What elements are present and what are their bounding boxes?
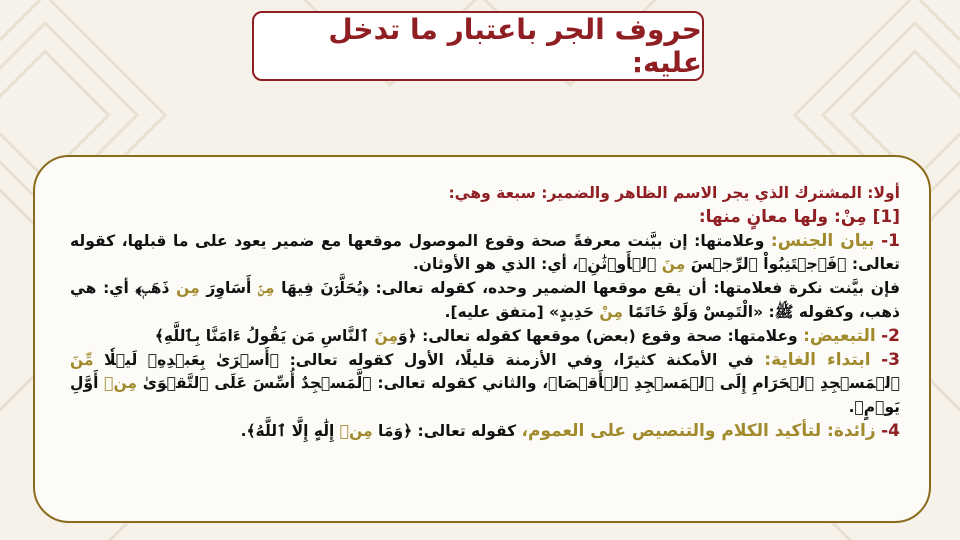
item-1-quran-1b: ٱلۡأَوۡثَٰنِ xyxy=(587,255,662,274)
item-2-number: 2- xyxy=(881,325,900,346)
item-1-text-3: فإن بيَّنت نكرة فعلامتها: أن يقع موقعها الضمير وحده، كقوله تعالى: ﴿ xyxy=(362,279,900,298)
item-3 xyxy=(70,349,900,420)
item-1-continued xyxy=(70,277,900,325)
item-4-text: كقوله تعالى: ﴿ xyxy=(403,421,522,440)
item-3-quran-1-min: مِّنَ xyxy=(70,350,94,369)
item-1-text-2: ﴾، أي: الذي هو الأوثان. xyxy=(412,255,588,274)
section-heading-text: أولا: المشترك الذي يجر الاسم الظاهر والضمير: سبعة وهي: xyxy=(448,184,900,202)
page-title: حروف الجر باعتبار ما تدخل عليه: xyxy=(328,13,702,79)
item-2-quran-a: وَ xyxy=(398,326,408,345)
item-2-text: وعلامتها: صحة وقوع (بعض) موقعها كقوله تعالى: ﴿ xyxy=(407,326,804,345)
item-1-label: بيان الجنس: xyxy=(770,230,875,251)
item-4-quran-min: مِنۡ xyxy=(339,421,373,440)
item-1-quran-1-min: مِنَ xyxy=(661,255,686,274)
item-1-text: وعلامتها: إن بيَّنت معرفةً صحة وقوع الموصول موقعها مع ضمير يعود على ما قبلها، كقوله تعالى: ﴿ xyxy=(70,231,900,274)
item-1-quran-2-min: مِنۡ xyxy=(258,279,275,298)
item-1-text-5: » [متفق عليه]. xyxy=(444,302,560,321)
item-2-label: التبعيض: xyxy=(803,325,876,346)
item-4-label: زائدة: لتأكيد الكلام والتنصيص على العموم، xyxy=(521,420,876,441)
sub-heading xyxy=(70,206,900,230)
sub-heading-particle: مِنْ xyxy=(840,206,867,227)
section-heading xyxy=(70,182,900,206)
item-3-quran-2-min: مِنۡ xyxy=(104,374,138,393)
item-3-text: في الأمكنة كثيرًا، وفي الأزمنة قليلًا، الأول كقوله تعالى: ﴿ xyxy=(269,350,765,369)
lesson-content xyxy=(70,182,900,444)
item-1-quran-2c: ذَهَبٖ xyxy=(141,279,177,298)
item-1-quran-2-min-2: مِن xyxy=(176,279,200,298)
sub-heading-number: [1] xyxy=(872,206,900,227)
item-1-number: 1- xyxy=(881,230,900,251)
item-1-hadith-min: مِنْ xyxy=(599,302,623,321)
item-3-label: ابتداء الغاية: xyxy=(764,349,871,370)
item-4-text-2: ﴾. xyxy=(240,421,256,440)
item-4 xyxy=(70,420,900,444)
item-4-quran-a: وَمَا xyxy=(372,421,404,440)
item-3-quran-1a: أَسۡرَىٰ بِعَبۡدِهِۦ لَيۡلٗا xyxy=(93,350,270,369)
sub-heading-rest: : ولها معانٍ منها: xyxy=(698,206,841,227)
item-1-quran-1a: فَٱجۡتَنِبُواْ ٱلرِّجۡسَ xyxy=(685,255,838,274)
item-4-quran-b: إِلَٰهٍ إِلَّا ٱللَّهُ xyxy=(255,421,340,440)
item-4-number: 4- xyxy=(881,420,900,441)
item-3-quran-2a: لَّمَسۡجِدٌ أُسِّسَ عَلَى ٱلتَّقۡوَىٰ xyxy=(137,374,363,393)
item-3-quran-2b: أَوَّلِ يَوۡمٍ xyxy=(70,374,900,417)
item-2-text-2: ﴾ xyxy=(154,326,164,345)
item-3-text-3: ﴾. xyxy=(848,398,864,417)
item-2-quran-min: مِنَ xyxy=(374,326,399,345)
item-1-quran-2a: يُحَلَّوۡنَ فِيهَا xyxy=(274,279,363,298)
item-1-hadith-b: حَدِيدٍ xyxy=(559,302,600,321)
item-1 xyxy=(70,230,900,278)
item-1-text-4: ﴾ أي: هي ذهب، وكقوله ﷺ: « xyxy=(70,279,900,321)
title-box xyxy=(252,11,704,81)
item-1-quran-2b: أَسَاوِرَ xyxy=(199,279,259,298)
item-3-quran-1b: ٱلۡمَسۡجِدِ ٱلۡحَرَامِ إِلَى ٱلۡمَسۡجِدِ ٱلۡأَقۡصَا xyxy=(557,374,900,393)
item-3-number: 3- xyxy=(881,349,900,370)
item-1-hadith-a: الْتَمِسْ وَلَوْ خَاتَمًا xyxy=(622,302,754,321)
item-3-text-2: ﴾، والثاني كقوله تعالى: ﴿ xyxy=(362,374,558,393)
item-2-quran-b: ٱلنَّاسِ مَن يَقُولُ ءَامَنَّا بِٱللَّهِ xyxy=(163,326,375,345)
item-2 xyxy=(70,325,900,349)
